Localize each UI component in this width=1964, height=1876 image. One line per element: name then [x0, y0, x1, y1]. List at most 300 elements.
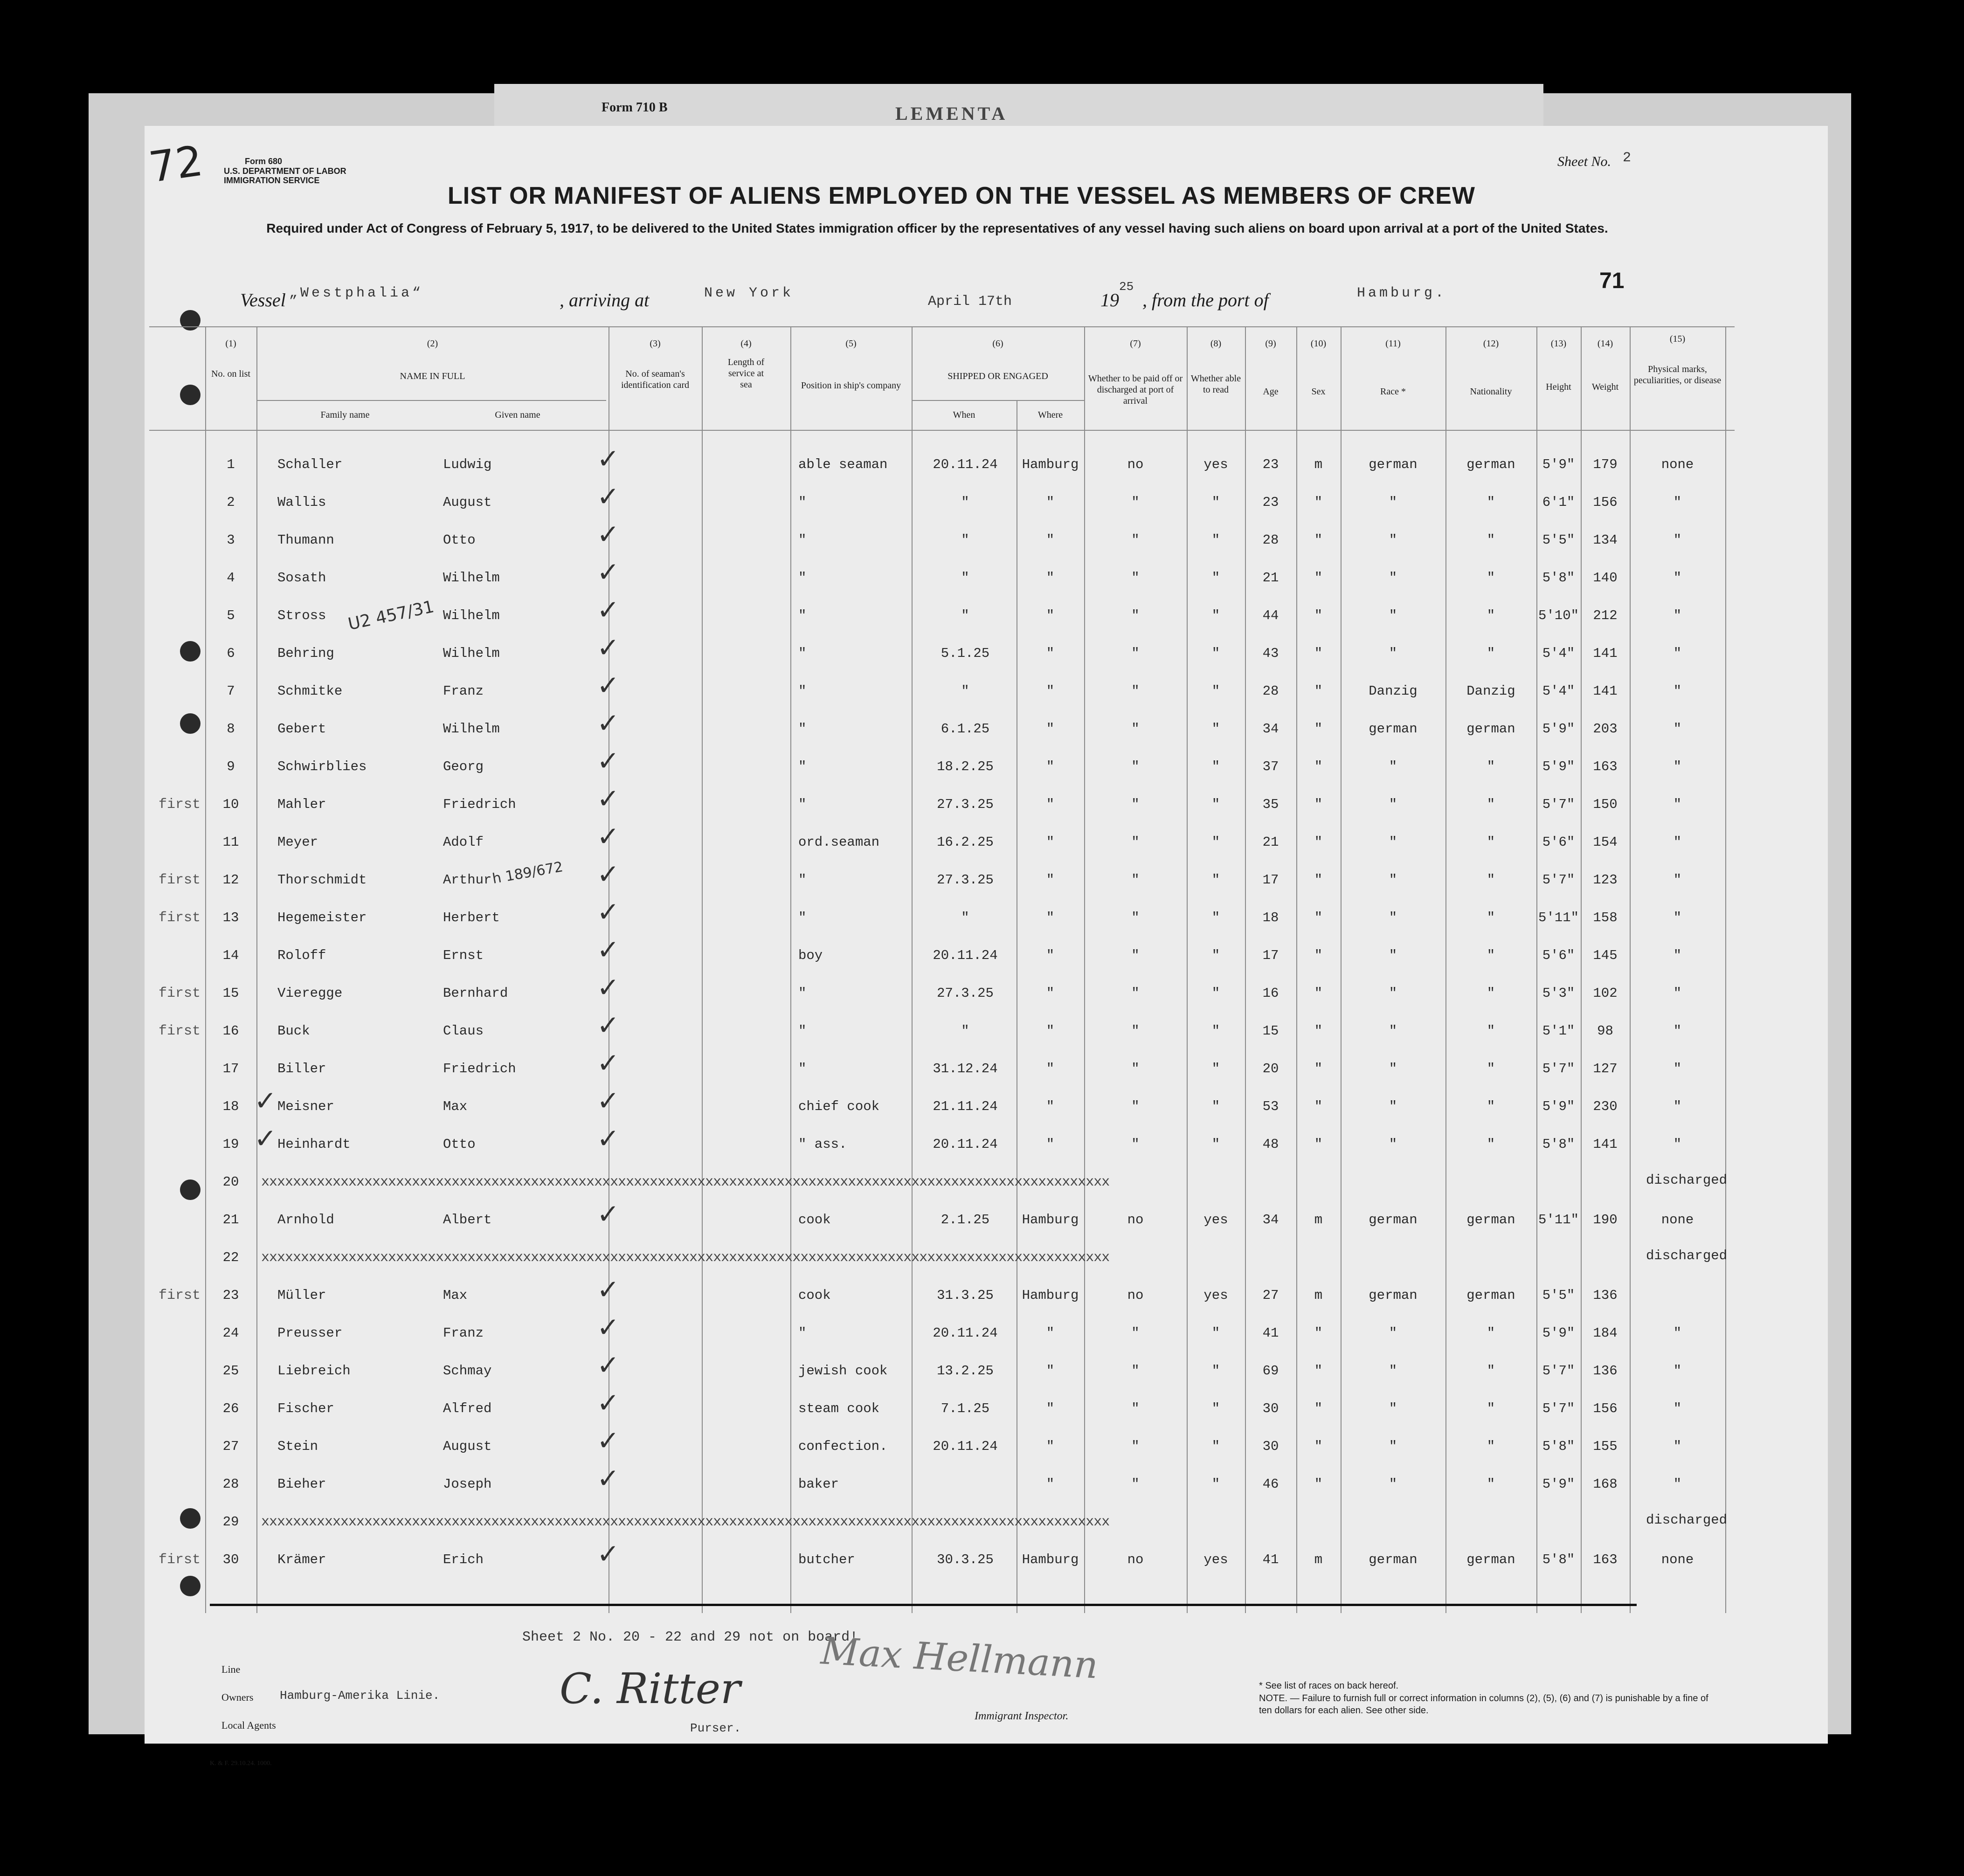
row-read: " — [1211, 495, 1220, 510]
row-age: 23 — [1262, 457, 1279, 472]
row-height: 5'6" — [1542, 948, 1575, 963]
col15-number: (15) — [1669, 334, 1686, 344]
row-where: Hamburg — [1022, 1288, 1079, 1303]
check-mark-icon: ✓ — [254, 1085, 277, 1117]
row-race: Danzig — [1369, 683, 1418, 699]
row-sex: " — [1314, 570, 1323, 586]
col6b-header: Where — [1037, 410, 1063, 420]
row-position: chief cook — [798, 1099, 880, 1114]
row-sex: " — [1314, 1325, 1323, 1341]
row-read: " — [1211, 1137, 1220, 1152]
row-nationality: Danzig — [1466, 683, 1515, 699]
check-mark-icon: ✓ — [597, 821, 620, 852]
owners-value: Hamburg-Amerika Linie. — [280, 1689, 440, 1703]
row-nationality: german — [1466, 1212, 1515, 1228]
check-mark-icon: ✓ — [597, 972, 620, 1003]
row-age: 69 — [1262, 1363, 1279, 1379]
row-when: 20.11.24 — [933, 948, 998, 963]
row-family: Mahler — [277, 797, 326, 812]
row-race: " — [1389, 608, 1397, 623]
row-where: " — [1046, 683, 1055, 699]
row-age: 28 — [1262, 683, 1279, 699]
row-no: 19 — [222, 1137, 239, 1152]
row-nationality: " — [1487, 1439, 1495, 1454]
row-where: " — [1046, 495, 1055, 510]
row-nationality: german — [1466, 1552, 1515, 1567]
row-where: " — [1046, 608, 1055, 623]
row-marks: " — [1673, 1061, 1682, 1076]
row-sex: m — [1314, 1552, 1323, 1567]
row-position: steam cook — [798, 1401, 880, 1416]
arrival-date: April 17th — [928, 294, 1012, 310]
row-when: 13.2.25 — [937, 1363, 994, 1379]
col2a-header: Family name — [320, 410, 370, 420]
crossed-out-entry: xxxxxxxxxxxxxxxxxxxxxxxxxxxxxxxxxxxxxxxxxxxxxxxxxxxxxxxxxxxxxxxxxxxxxxxxxxxxxxxxxxxxxxxxxxxxxxxxxxxxxxxxxxx — [261, 1514, 1110, 1530]
row-when: " — [961, 532, 969, 548]
row-position: boy — [798, 948, 823, 963]
department-label: U.S. DEPARTMENT OF LABOR — [224, 166, 346, 176]
row-paid: " — [1131, 797, 1140, 812]
row-when: 30.3.25 — [937, 1552, 994, 1567]
row-position: ord.seaman — [798, 835, 880, 850]
row-no: 16 — [222, 1023, 239, 1039]
from-port-label: , from the port of — [1142, 290, 1269, 310]
row-age: 17 — [1262, 872, 1279, 888]
row-sex: m — [1314, 457, 1323, 472]
check-mark-icon: ✓ — [597, 594, 620, 626]
row-sex: " — [1314, 1137, 1323, 1152]
row-weight: 140 — [1593, 570, 1618, 586]
row-marks: " — [1673, 1023, 1682, 1039]
col6a-header: When — [953, 410, 975, 420]
row-position: " — [798, 759, 807, 774]
row-height: 5'9" — [1542, 759, 1575, 774]
row-family: Thorschmidt — [277, 872, 367, 888]
row-marks: " — [1673, 608, 1682, 623]
check-mark-icon: ✓ — [597, 707, 620, 739]
row-height: 5'9" — [1542, 721, 1575, 737]
row-nationality: " — [1487, 532, 1495, 548]
margin-note: first — [159, 1288, 201, 1304]
row-marks: " — [1673, 1325, 1682, 1341]
check-mark-icon: ✓ — [597, 858, 620, 890]
col4-number: (4) — [740, 338, 752, 349]
row-given: Franz — [443, 1325, 484, 1341]
row-position: " ass. — [798, 1137, 847, 1152]
row-position: " — [798, 910, 807, 925]
row-read: " — [1211, 570, 1220, 586]
row-family: Behring — [277, 646, 334, 661]
row-when: 7.1.25 — [941, 1401, 990, 1416]
row-height: 5'9" — [1542, 457, 1575, 472]
row-position: " — [798, 1325, 807, 1341]
col8-header: Whether able to read — [1190, 373, 1241, 395]
row-no: 2 — [227, 495, 235, 510]
row-no: 3 — [227, 532, 235, 548]
column-divider — [256, 326, 257, 1613]
margin-note: first — [159, 1023, 201, 1039]
row-family: Schmitke — [277, 683, 343, 699]
row-weight: 179 — [1593, 457, 1618, 472]
column-divider — [702, 326, 703, 1613]
row-family: Schwirblies — [277, 759, 367, 774]
col14-number: (14) — [1597, 338, 1613, 349]
row-position: " — [798, 986, 807, 1001]
check-mark-icon: ✓ — [597, 1198, 620, 1230]
row-when: 27.3.25 — [937, 797, 994, 812]
row-where: " — [1046, 910, 1055, 925]
row-sex: " — [1314, 646, 1323, 661]
row-position: " — [798, 1023, 807, 1039]
row-race: german — [1369, 1288, 1418, 1303]
row-no: 14 — [222, 948, 239, 963]
row-paid: no — [1127, 1288, 1144, 1303]
row-read: " — [1211, 1439, 1220, 1454]
margin-note: first — [159, 986, 201, 1001]
row-when: 20.11.24 — [933, 1137, 998, 1152]
row-when: 27.3.25 — [937, 872, 994, 888]
row-race: " — [1389, 986, 1397, 1001]
row-marks: " — [1673, 948, 1682, 963]
col6-header: SHIPPED OR ENGAGED — [947, 371, 1048, 381]
row-race: " — [1389, 532, 1397, 548]
column-divider — [1536, 326, 1537, 1613]
row-when: 20.11.24 — [933, 457, 998, 472]
check-mark-icon: ✓ — [597, 934, 620, 966]
row-given: Friedrich — [443, 1061, 516, 1076]
row-read: " — [1211, 532, 1220, 548]
check-mark-icon: ✓ — [597, 1085, 620, 1117]
row-weight: 190 — [1593, 1212, 1618, 1228]
row-marks: discharged — [1646, 1512, 1728, 1528]
col9-header: Age — [1263, 386, 1279, 397]
row-family: Bieher — [277, 1476, 326, 1492]
check-mark-icon: ✓ — [597, 1425, 620, 1456]
row-height: 5'8" — [1542, 1137, 1575, 1152]
row-when: 20.11.24 — [933, 1325, 998, 1341]
row-race: " — [1389, 646, 1397, 661]
row-height: 5'10" — [1538, 608, 1579, 623]
row-where: " — [1046, 570, 1055, 586]
col1-number: (1) — [225, 338, 236, 349]
row-read: " — [1211, 1401, 1220, 1416]
col4-header: Length of service at sea — [727, 357, 765, 390]
row-no: 8 — [227, 721, 235, 737]
row-sex: m — [1314, 1288, 1323, 1303]
row-family: Stross — [277, 608, 326, 623]
row-given: Franz — [443, 683, 484, 699]
row-no: 26 — [222, 1401, 239, 1416]
row-age: 41 — [1262, 1552, 1279, 1567]
inspector-label: Immigrant Inspector. — [975, 1710, 1069, 1722]
row-where: Hamburg — [1022, 1552, 1079, 1567]
row-paid: " — [1131, 1439, 1140, 1454]
row-read: yes — [1203, 1288, 1228, 1303]
col5-number: (5) — [845, 338, 857, 349]
check-mark-icon: ✓ — [597, 896, 620, 928]
row-height: 5'7" — [1542, 1401, 1575, 1416]
row-given: Wilhelm — [443, 721, 500, 737]
row-number: 20 — [222, 1174, 239, 1190]
row-given: Herbert — [443, 910, 500, 925]
line-label: Line — [221, 1663, 241, 1675]
row-paid: " — [1131, 872, 1140, 888]
vessel-name: „Westphalia“ — [289, 285, 424, 301]
check-mark-icon: ✓ — [597, 783, 620, 814]
row-height: 6'1" — [1542, 495, 1575, 510]
row-position: confection. — [798, 1439, 888, 1454]
row-when: 21.11.24 — [933, 1099, 998, 1114]
row-given: Otto — [443, 532, 476, 548]
row-family: Vieregge — [277, 986, 343, 1001]
name-subheader-rule — [256, 400, 606, 401]
row-nationality: " — [1487, 1401, 1495, 1416]
row-where: " — [1046, 1476, 1055, 1492]
row-position: jewish cook — [798, 1363, 888, 1379]
check-mark-icon: ✓ — [597, 632, 620, 663]
row-read: yes — [1203, 457, 1228, 472]
row-given: August — [443, 1439, 492, 1454]
row-no: 28 — [222, 1476, 239, 1492]
year-value: 25 — [1119, 280, 1134, 294]
row-race: german — [1369, 1212, 1418, 1228]
row-race: " — [1389, 495, 1397, 510]
row-weight: 141 — [1593, 646, 1618, 661]
row-family: Fischer — [277, 1401, 334, 1416]
row-marks: " — [1673, 835, 1682, 850]
row-position: " — [798, 872, 807, 888]
row-height: 5'7" — [1542, 797, 1575, 812]
row-where: " — [1046, 532, 1055, 548]
row-race: " — [1389, 1137, 1397, 1152]
row-no: 23 — [222, 1288, 239, 1303]
row-when: 31.12.24 — [933, 1061, 998, 1076]
row-sex: " — [1314, 759, 1323, 774]
row-marks: " — [1673, 532, 1682, 548]
margin-note: first — [159, 872, 201, 888]
row-position: " — [798, 1061, 807, 1076]
row-race: " — [1389, 759, 1397, 774]
row-family: Stein — [277, 1439, 318, 1454]
back-form-title-fragment: LEMENTA — [895, 103, 1008, 124]
row-when: " — [961, 570, 969, 586]
row-age: 28 — [1262, 532, 1279, 548]
column-divider — [1630, 326, 1631, 1613]
row-age: 34 — [1262, 721, 1279, 737]
check-mark-icon: ✓ — [597, 1123, 620, 1154]
row-when: 20.11.24 — [933, 1439, 998, 1454]
row-given: Max — [443, 1288, 468, 1303]
col5-header: Position in ship's company — [801, 380, 901, 391]
row-no: 5 — [227, 608, 235, 623]
row-read: " — [1211, 1325, 1220, 1341]
row-paid: " — [1131, 1325, 1140, 1341]
row-family: Hegemeister — [277, 910, 367, 925]
arriving-label: , arriving at — [560, 290, 650, 310]
punch-hole — [180, 385, 201, 405]
row-no: 24 — [222, 1325, 239, 1341]
thorschmidt-annotation: h 189/672 — [491, 858, 565, 888]
row-nationality: " — [1487, 835, 1495, 850]
row-given: Ludwig — [443, 457, 492, 472]
row-marks: " — [1673, 872, 1682, 888]
row-height: 5'4" — [1542, 683, 1575, 699]
row-sex: " — [1314, 1476, 1323, 1492]
row-given: Friedrich — [443, 797, 516, 812]
row-position: " — [798, 608, 807, 623]
row-nationality: " — [1487, 1061, 1495, 1076]
sheet-number-value: 2 — [1623, 150, 1632, 166]
row-sex: " — [1314, 797, 1323, 812]
row-family: Müller — [277, 1288, 326, 1303]
row-race: " — [1389, 797, 1397, 812]
row-height: 5'8" — [1542, 1552, 1575, 1567]
row-no: 13 — [222, 910, 239, 925]
row-family: Schaller — [277, 457, 343, 472]
row-position: butcher — [798, 1552, 855, 1567]
check-mark-icon: ✓ — [597, 443, 620, 475]
row-read: " — [1211, 1099, 1220, 1114]
row-no: 11 — [222, 835, 239, 850]
col3-header: No. of seaman's identification card — [621, 369, 690, 390]
row-race: " — [1389, 1099, 1397, 1114]
row-marks: " — [1673, 1137, 1682, 1152]
row-height: 5'11" — [1538, 910, 1579, 925]
row-given: Albert — [443, 1212, 492, 1228]
row-marks: none — [1661, 1212, 1694, 1228]
row-height: 5'5" — [1542, 1288, 1575, 1303]
row-nationality: " — [1487, 759, 1495, 774]
row-height: 5'4" — [1542, 646, 1575, 661]
col11-number: (11) — [1385, 338, 1401, 349]
row-position: " — [798, 721, 807, 737]
row-where: " — [1046, 646, 1055, 661]
row-no: 10 — [222, 797, 239, 812]
fine-note: NOTE. — Failure to furnish full or correct information in columns (2), (5), (6) and (7) is punishable by a fine of ten dollars for each alien. See other side. — [1259, 1693, 1708, 1716]
row-sex: m — [1314, 1212, 1323, 1228]
column-divider — [1725, 326, 1726, 1613]
row-given: Ernst — [443, 948, 484, 963]
row-nationality: " — [1487, 1476, 1495, 1492]
row-weight: 123 — [1593, 872, 1618, 888]
row-height: 5'9" — [1542, 1476, 1575, 1492]
col13-header: Height — [1546, 382, 1571, 392]
row-sex: " — [1314, 1023, 1323, 1039]
column-divider — [912, 326, 913, 1613]
row-nationality: " — [1487, 910, 1495, 925]
column-divider — [1084, 326, 1085, 1613]
punch-hole — [180, 310, 201, 331]
row-given: Alfred — [443, 1401, 492, 1416]
row-age: 21 — [1262, 570, 1279, 586]
row-height: 5'11" — [1538, 1212, 1579, 1228]
col2b-header: Given name — [495, 410, 540, 420]
shipped-subheader-rule — [912, 400, 1084, 401]
row-marks: " — [1673, 495, 1682, 510]
row-marks: " — [1673, 759, 1682, 774]
row-marks: " — [1673, 986, 1682, 1001]
row-weight: 168 — [1593, 1476, 1618, 1492]
row-when: 2.1.25 — [941, 1212, 990, 1228]
row-where: " — [1046, 1439, 1055, 1454]
check-mark-icon: ✓ — [597, 1009, 620, 1041]
inspector-signature: Max Hellmann — [819, 1629, 1100, 1687]
row-family: Preusser — [277, 1325, 343, 1341]
row-sex: " — [1314, 495, 1323, 510]
row-sex: " — [1314, 1363, 1323, 1379]
row-nationality: german — [1466, 721, 1515, 737]
row-nationality: " — [1487, 1325, 1495, 1341]
row-read: yes — [1203, 1552, 1228, 1567]
row-no: 17 — [222, 1061, 239, 1076]
row-nationality: " — [1487, 797, 1495, 812]
row-race: " — [1389, 1363, 1397, 1379]
row-age: 15 — [1262, 1023, 1279, 1039]
row-read: " — [1211, 608, 1220, 623]
row-marks: " — [1673, 1099, 1682, 1114]
row-age: 34 — [1262, 1212, 1279, 1228]
row-when: 18.2.25 — [937, 759, 994, 774]
check-mark-icon: ✓ — [597, 518, 620, 550]
row-where: " — [1046, 1325, 1055, 1341]
check-mark-icon: ✓ — [597, 1462, 620, 1494]
purser-signature: C. Ritter — [560, 1664, 741, 1713]
row-family: Arnhold — [277, 1212, 334, 1228]
row-given: Wilhelm — [443, 570, 500, 586]
col1-header: No. on list — [211, 369, 250, 379]
row-read: " — [1211, 986, 1220, 1001]
vessel-label: Vessel — [240, 290, 286, 310]
row-when: 31.3.25 — [937, 1288, 994, 1303]
row-race: german — [1369, 1552, 1418, 1567]
row-given: Schmay — [443, 1363, 492, 1379]
row-given: Wilhelm — [443, 608, 500, 623]
margin-note: first — [159, 910, 201, 926]
page-number: 71 — [1599, 269, 1625, 293]
check-mark-icon: ✓ — [597, 1538, 620, 1570]
row-age: 44 — [1262, 608, 1279, 623]
table-bottom-rule — [210, 1604, 1637, 1606]
row-age: 37 — [1262, 759, 1279, 774]
sheet-footer-note: Sheet 2 No. 20 - 22 and 29 not on board! — [522, 1629, 858, 1645]
row-given: Bernhard — [443, 986, 508, 1001]
row-position: " — [798, 683, 807, 699]
col10-number: (10) — [1310, 338, 1327, 349]
row-paid: " — [1131, 570, 1140, 586]
row-where: " — [1046, 721, 1055, 737]
local-agents-label: Local Agents — [221, 1719, 276, 1731]
row-read: " — [1211, 683, 1220, 699]
column-divider — [790, 326, 791, 1613]
page-title: LIST OR MANIFEST OF ALIENS EMPLOYED ON THE VESSEL AS MEMBERS OF CREW — [448, 182, 1475, 209]
row-weight: 150 — [1593, 797, 1618, 812]
row-paid: " — [1131, 910, 1140, 925]
row-sex: " — [1314, 1439, 1323, 1454]
row-position: " — [798, 532, 807, 548]
check-mark-icon: ✓ — [597, 745, 620, 777]
row-marks: " — [1673, 721, 1682, 737]
row-read: " — [1211, 797, 1220, 812]
row-age: 21 — [1262, 835, 1279, 850]
row-where: " — [1046, 1363, 1055, 1379]
row-paid: " — [1131, 1061, 1140, 1076]
margin-note: first — [159, 1552, 201, 1568]
row-paid: " — [1131, 1023, 1140, 1039]
col10-header: Sex — [1311, 386, 1326, 397]
row-when: 27.3.25 — [937, 986, 994, 1001]
table-header-rule — [149, 430, 1735, 431]
row-weight: 156 — [1593, 1401, 1618, 1416]
